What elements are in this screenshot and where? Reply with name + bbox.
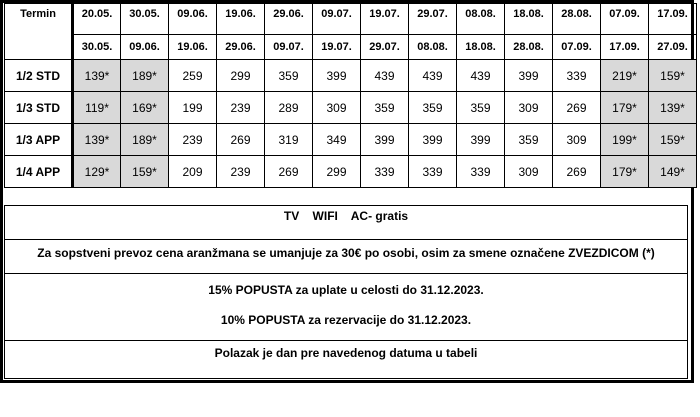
price-cell: 269 (553, 92, 601, 124)
discount-note (4, 273, 688, 341)
price-cell: 149* (649, 156, 697, 188)
departure-text: Polazak je dan pre navedenog datuma u tabeli (214, 346, 478, 360)
price-cell: 339 (457, 156, 505, 188)
date-to-cell: 09.06. (121, 35, 169, 60)
date-to-cell: 18.08. (457, 35, 505, 60)
price-cell: 309 (505, 92, 553, 124)
room-type-label: 1/3 STD (5, 92, 73, 124)
price-cell: 119* (73, 92, 121, 124)
price-cell: 299 (313, 156, 361, 188)
price-cell: 319 (265, 124, 313, 156)
date-to-cell: 27.09. (649, 35, 697, 60)
price-cell: 169* (121, 92, 169, 124)
date-from-cell: 17.09. (649, 4, 697, 35)
date-from-cell: 20.05. (73, 4, 121, 35)
termin-label-spacer (5, 35, 73, 60)
price-cell: 309 (313, 92, 361, 124)
header-row-from (5, 4, 697, 35)
date-to-cell: 08.08. (409, 35, 457, 60)
room-type-label: 1/4 APP (5, 156, 73, 188)
date-to-cell: 29.06. (217, 35, 265, 60)
price-cell: 239 (217, 156, 265, 188)
date-from-cell: 08.08. (457, 4, 505, 35)
discount-15-text: 15% POPUSTA za uplate u celosti do 31.12.2023. (208, 283, 484, 297)
room-type-label: 1/3 APP (5, 124, 73, 156)
price-cell: 439 (457, 60, 505, 92)
transport-text: Za sopstveni prevoz cena aranžmana se umanjuje za 30€ po osobi, osim za smene označene ZVEZDICOM (*) (37, 246, 655, 260)
price-cell: 239 (169, 124, 217, 156)
price-cell: 339 (409, 156, 457, 188)
price-cell: 399 (457, 124, 505, 156)
date-from-cell: 09.07. (313, 4, 361, 35)
date-to-cell: 17.09. (601, 35, 649, 60)
price-cell: 129* (73, 156, 121, 188)
price-cell: 359 (361, 92, 409, 124)
price-cell: 219* (601, 60, 649, 92)
price-cell: 359 (505, 124, 553, 156)
price-cell: 339 (361, 156, 409, 188)
discount-10-text: 10% POPUSTA za rezervacije do 31.12.2023. (220, 313, 472, 327)
price-cell: 309 (553, 124, 601, 156)
date-to-cell: 28.08. (505, 35, 553, 60)
price-cell: 359 (265, 60, 313, 92)
price-cell: 349 (313, 124, 361, 156)
table-row (5, 124, 697, 156)
date-to-cell: 29.07. (361, 35, 409, 60)
price-cell: 179* (601, 156, 649, 188)
header-row-to (5, 35, 697, 60)
date-to-cell: 09.07. (265, 35, 313, 60)
price-cell: 139* (649, 92, 697, 124)
date-from-cell: 19.06. (217, 4, 265, 35)
table-row (5, 60, 697, 92)
price-cell: 339 (553, 60, 601, 92)
price-table (4, 3, 697, 188)
price-cell: 289 (265, 92, 313, 124)
price-cell: 159* (649, 124, 697, 156)
date-to-cell: 30.05. (73, 35, 121, 60)
room-type-label: 1/2 STD (5, 60, 73, 92)
price-cell: 239 (217, 92, 265, 124)
date-from-cell: 18.08. (505, 4, 553, 35)
price-cell: 399 (505, 60, 553, 92)
termin-label: Termin (5, 4, 73, 35)
price-cell: 299 (217, 60, 265, 92)
price-cell: 209 (169, 156, 217, 188)
price-cell: 259 (169, 60, 217, 92)
price-cell: 359 (457, 92, 505, 124)
price-cell: 199* (601, 124, 649, 156)
price-cell: 199 (169, 92, 217, 124)
price-cell: 269 (265, 156, 313, 188)
price-cell: 159* (649, 60, 697, 92)
transport-note (4, 239, 688, 274)
price-cell: 189* (121, 60, 169, 92)
date-to-cell: 19.06. (169, 35, 217, 60)
price-cell: 309 (505, 156, 553, 188)
date-from-cell: 29.07. (409, 4, 457, 35)
date-to-cell: 19.07. (313, 35, 361, 60)
date-from-cell: 28.08. (553, 4, 601, 35)
price-cell: 269 (217, 124, 265, 156)
date-from-cell: 19.07. (361, 4, 409, 35)
price-cell: 439 (409, 60, 457, 92)
price-cell: 139* (73, 124, 121, 156)
date-to-cell: 07.09. (553, 35, 601, 60)
price-cell: 159* (121, 156, 169, 188)
amenities-note (4, 205, 688, 240)
price-cell: 269 (553, 156, 601, 188)
price-cell: 439 (361, 60, 409, 92)
price-cell: 399 (313, 60, 361, 92)
price-cell: 359 (409, 92, 457, 124)
price-cell: 139* (73, 60, 121, 92)
table-row (5, 92, 697, 124)
date-from-cell: 30.05. (121, 4, 169, 35)
price-cell: 399 (409, 124, 457, 156)
table-row (5, 156, 697, 188)
price-cell: 179* (601, 92, 649, 124)
departure-note (4, 340, 688, 379)
price-cell: 399 (361, 124, 409, 156)
amenities-text: TV WIFI AC- gratis (283, 209, 409, 223)
date-from-cell: 29.06. (265, 4, 313, 35)
price-cell: 189* (121, 124, 169, 156)
date-from-cell: 07.09. (601, 4, 649, 35)
date-from-cell: 09.06. (169, 4, 217, 35)
